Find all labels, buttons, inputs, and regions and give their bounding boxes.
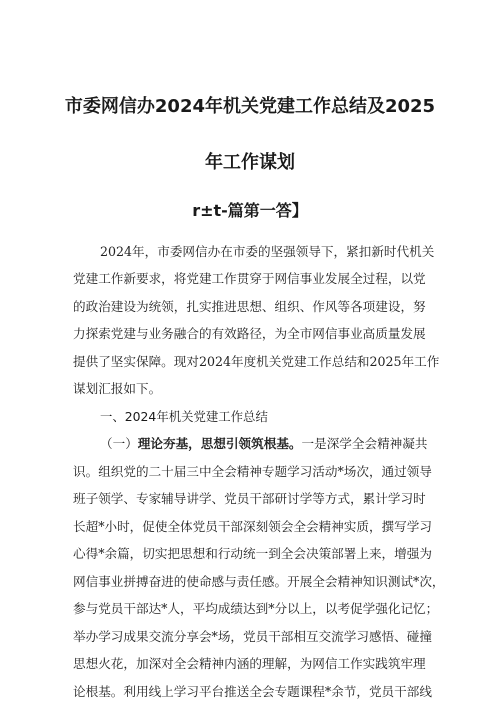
document-title-line-2: 年工作谋划 (205, 152, 295, 173)
intro-line: 党建工作新要求，将党建工作贯穿于网信事业发展全过程，以党 (73, 271, 426, 286)
body-line: 长超*小时，促使全体党员干部深刻领会全会精神实质，撰写学习 (73, 519, 432, 534)
subsection-label: （一） (100, 436, 138, 451)
body-line: 论根基。利用线上学习平台推送全会专题课程*余节，党员干部线 (73, 684, 432, 699)
intro-line: 力探索党建与业务融合的有效路径，为全市网信事业高质量发展 (73, 326, 426, 341)
document-subtitle: r±t-篇第一答】 (192, 201, 308, 220)
body-line: 网信事业拼搏奋进的使命感与责任感。开展全会精神知识测试*次， (73, 574, 445, 589)
subsection-title: 理论夯基，思想引领筑根基。 (137, 436, 302, 451)
document-title-line-1: 市委网信办2024年机关党建工作总结及2025 (64, 96, 436, 117)
subsection-first-line-rest: 一是深学全会精神凝共 (301, 436, 428, 451)
section-heading: 一、2024年机关党建工作总结 (100, 409, 268, 424)
intro-line: 2024年，市委网信办在市委的坚强领导下，紧扣新时代机关 (100, 244, 435, 259)
intro-line: 谋划汇报如下。 (73, 381, 162, 396)
body-line: 心得*余篇，切实把思想和行动统一到全会决策部署上来，增强为 (73, 546, 432, 561)
body-line: 思想火花，加深对全会精神内涵的理解，为网信工作实践筑牢理 (73, 656, 426, 671)
subsection-first-line (100, 437, 427, 451)
body-line: 识。组织党的二十届三中全会精神专题学习活动*场次，通过领导 (73, 464, 432, 479)
body-line: 举办学习成果交流分享会*场，党员干部相互交流学习感悟、碰撞 (73, 629, 432, 644)
intro-line: 的政治建设为统领，扎实推进思想、组织、作风等各项建设，努 (73, 299, 426, 314)
intro-line: 提供了坚实保障。现对2024年度机关党建工作总结和2025年工作 (73, 354, 440, 369)
body-line: 班子领学、专家辅导讲学、党员干部研讨学等方式，累计学习时 (73, 491, 426, 506)
body-line: 参与党员干部达*人，平均成绩达到*分以上，以考促学强化记忆； (73, 601, 439, 616)
